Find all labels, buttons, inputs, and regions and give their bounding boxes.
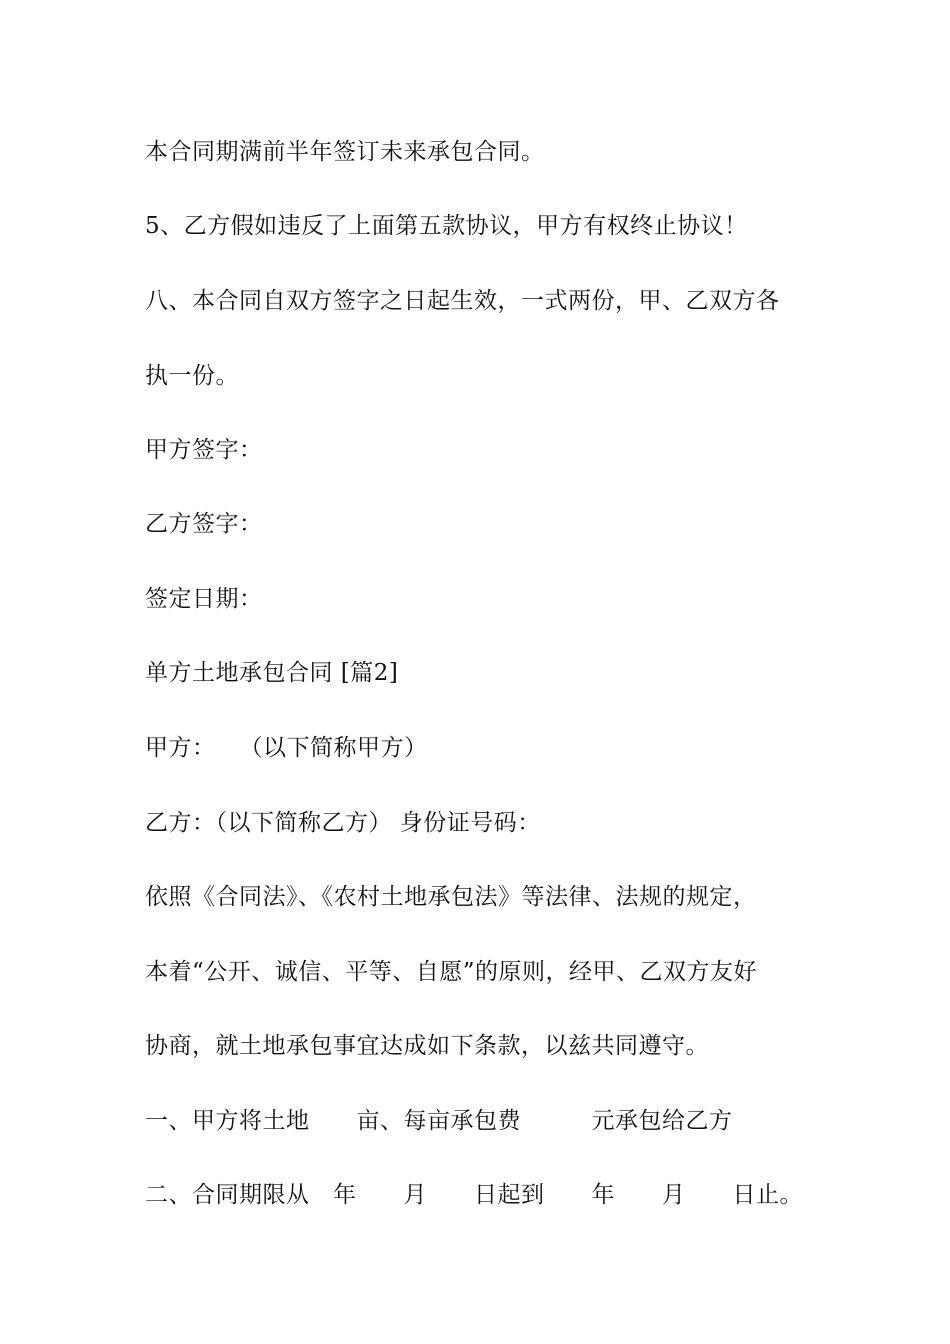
text-line-4: 执一份。 [145, 363, 239, 389]
party-b-line: 乙方：（以下简称乙方） 身份证号码： [145, 810, 541, 836]
signing-date-label: 签定日期： [145, 586, 263, 612]
text-line-1: 本合同期满前半年签订未来承包合同。 [145, 139, 545, 165]
party-b-signature-label: 乙方签字： [145, 511, 263, 537]
clause-two-line: 二、合同期限从 年 月 日起到 年 月 日止。 [145, 1182, 803, 1208]
text-line-13: 协商，就土地承包事宜达成如下条款，以兹共同遵守。 [145, 1033, 709, 1059]
text-line-3: 八、本合同自双方签字之日起生效，一式两份，甲、乙双方各 [145, 288, 780, 314]
party-a-signature-label: 甲方签字： [145, 437, 263, 463]
clause-one-line: 一、甲方将土地 亩、每亩承包费 元承包给乙方 [145, 1108, 733, 1134]
text-line-11: 依照《合同法》、《农村土地承包法》等法律、法规的规定， [145, 884, 757, 910]
text-line-2: 5、乙方假如违反了上面第五款协议，甲方有权终止协议！ [145, 213, 748, 239]
section-title: 单方土地承包合同 [篇2] [145, 660, 399, 686]
party-a-line: 甲方： （以下简称甲方） [145, 735, 428, 761]
text-line-12: 本着“公开、诚信、平等、自愿”的原则，经甲、乙双方友好 [145, 959, 758, 985]
